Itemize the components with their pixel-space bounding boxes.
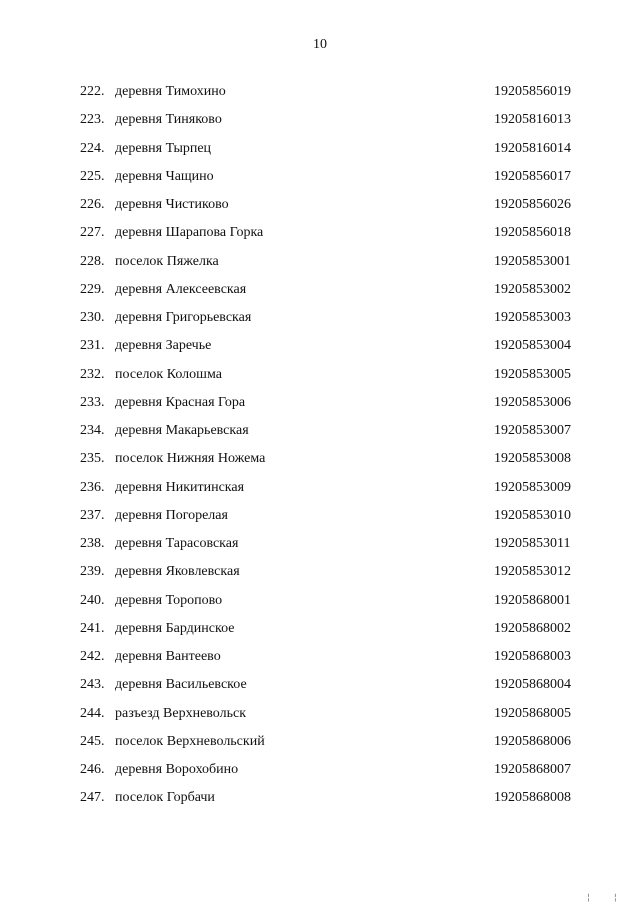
list-item <box>0 449 640 477</box>
oktmo-code: 19205856019 <box>494 84 571 99</box>
settlement-name: деревня Тарасовская <box>115 536 239 551</box>
item-number: 222. <box>80 84 105 99</box>
settlement-name: деревня Алексеевская <box>115 281 247 297</box>
settlement-name: поселок Горбачи <box>115 790 215 806</box>
oktmo-code: 19205868008 <box>494 790 571 806</box>
oktmo-code: 19205868001 <box>494 592 571 608</box>
oktmo-code: 19205853012 <box>494 564 571 580</box>
list-item <box>0 167 640 195</box>
item-number: 247. <box>80 790 105 806</box>
oktmo-code: 19205868003 <box>494 649 571 664</box>
list-item <box>0 308 640 336</box>
list-item <box>0 252 640 280</box>
oktmo-code: 19205853005 <box>494 366 571 382</box>
list-item <box>0 195 640 223</box>
footer-mark: ¦ ¦ <box>585 893 626 903</box>
item-number: 234. <box>80 423 105 438</box>
settlement-name: деревня Макарьевская <box>115 423 249 438</box>
settlement-name: деревня Вантеево <box>115 649 221 664</box>
oktmo-code: 19205868007 <box>494 762 571 777</box>
settlement-name: деревня Тиняково <box>115 112 222 128</box>
list-item <box>0 506 640 534</box>
list-item <box>0 788 640 816</box>
list-item <box>0 393 640 421</box>
list-item <box>0 732 640 760</box>
settlement-list <box>0 82 640 817</box>
list-item <box>0 534 640 562</box>
item-number: 233. <box>80 394 105 410</box>
list-item <box>0 223 640 251</box>
oktmo-code: 19205853011 <box>494 536 571 551</box>
item-number: 244. <box>80 705 105 721</box>
oktmo-code: 19205868004 <box>494 677 571 693</box>
list-item <box>0 478 640 506</box>
item-number: 235. <box>80 451 105 467</box>
item-number: 245. <box>80 733 105 749</box>
settlement-name: деревня Ворохобино <box>115 762 239 777</box>
settlement-name: разъезд Верхневольск <box>115 705 247 721</box>
settlement-name: деревня Тимохино <box>115 84 226 99</box>
list-item <box>0 647 640 675</box>
list-item <box>0 336 640 364</box>
settlement-name: деревня Бардинское <box>115 620 235 636</box>
item-number: 243. <box>80 677 105 693</box>
item-number: 226. <box>80 197 105 212</box>
oktmo-code: 19205868002 <box>494 620 571 636</box>
settlement-name: деревня Никитинская <box>115 479 245 495</box>
list-item <box>0 421 640 449</box>
list-item <box>0 280 640 308</box>
oktmo-code: 19205853001 <box>494 253 571 269</box>
item-number: 237. <box>80 507 105 523</box>
list-item <box>0 675 640 703</box>
settlement-name: деревня Торопово <box>115 592 223 608</box>
list-item <box>0 110 640 138</box>
oktmo-code: 19205853006 <box>494 394 571 410</box>
item-number: 240. <box>80 592 105 608</box>
item-number: 241. <box>80 620 105 636</box>
settlement-name: деревня Заречье <box>115 338 212 354</box>
item-number: 231. <box>80 338 105 354</box>
settlement-name: деревня Погорелая <box>115 507 228 523</box>
item-number: 229. <box>80 281 105 297</box>
list-item <box>0 139 640 167</box>
settlement-name: деревня Тырпец <box>115 140 212 156</box>
oktmo-code: 19205853010 <box>494 507 571 523</box>
oktmo-code: 19205868006 <box>494 733 571 749</box>
item-number: 230. <box>80 310 105 325</box>
oktmo-code: 19205853003 <box>494 310 571 325</box>
list-item <box>0 82 640 110</box>
item-number: 227. <box>80 225 105 241</box>
oktmo-code: 19205853002 <box>494 281 571 297</box>
settlement-name: деревня Васильевское <box>115 677 247 693</box>
settlement-name: деревня Красная Гора <box>115 394 246 410</box>
item-number: 242. <box>80 649 105 664</box>
settlement-name: поселок Пяжелка <box>115 253 219 269</box>
item-number: 236. <box>80 479 105 495</box>
oktmo-code: 19205868005 <box>494 705 571 721</box>
oktmo-code: 19205853008 <box>494 451 571 467</box>
list-item <box>0 760 640 788</box>
item-number: 223. <box>80 112 105 128</box>
oktmo-code: 19205856018 <box>494 225 571 241</box>
settlement-name: поселок Нижняя Ножема <box>115 451 266 467</box>
oktmo-code: 19205853004 <box>494 338 571 354</box>
list-item <box>0 365 640 393</box>
item-number: 239. <box>80 564 105 580</box>
item-number: 224. <box>80 140 105 156</box>
settlement-name: деревня Григорьевская <box>115 310 252 325</box>
item-number: 228. <box>80 253 105 269</box>
page-number: 10 <box>313 37 327 52</box>
oktmo-code: 19205853007 <box>494 423 571 438</box>
list-item <box>0 619 640 647</box>
oktmo-code: 19205856026 <box>494 197 571 212</box>
settlement-name: деревня Чащино <box>115 168 214 184</box>
settlement-name: деревня Чистиково <box>115 197 229 212</box>
oktmo-code: 19205853009 <box>494 479 571 495</box>
settlement-name: поселок Колошма <box>115 366 222 382</box>
item-number: 225. <box>80 168 105 184</box>
oktmo-code: 19205816014 <box>494 140 571 156</box>
settlement-name: деревня Яковлевская <box>115 564 240 580</box>
list-item <box>0 591 640 619</box>
item-number: 238. <box>80 536 105 551</box>
oktmo-code: 19205856017 <box>494 168 571 184</box>
item-number: 246. <box>80 762 105 777</box>
list-item <box>0 704 640 732</box>
item-number: 232. <box>80 366 105 382</box>
settlement-name: деревня Шарапова Горка <box>115 225 264 241</box>
settlement-name: поселок Верхневольский <box>115 733 265 749</box>
list-item <box>0 562 640 590</box>
oktmo-code: 19205816013 <box>494 112 571 128</box>
